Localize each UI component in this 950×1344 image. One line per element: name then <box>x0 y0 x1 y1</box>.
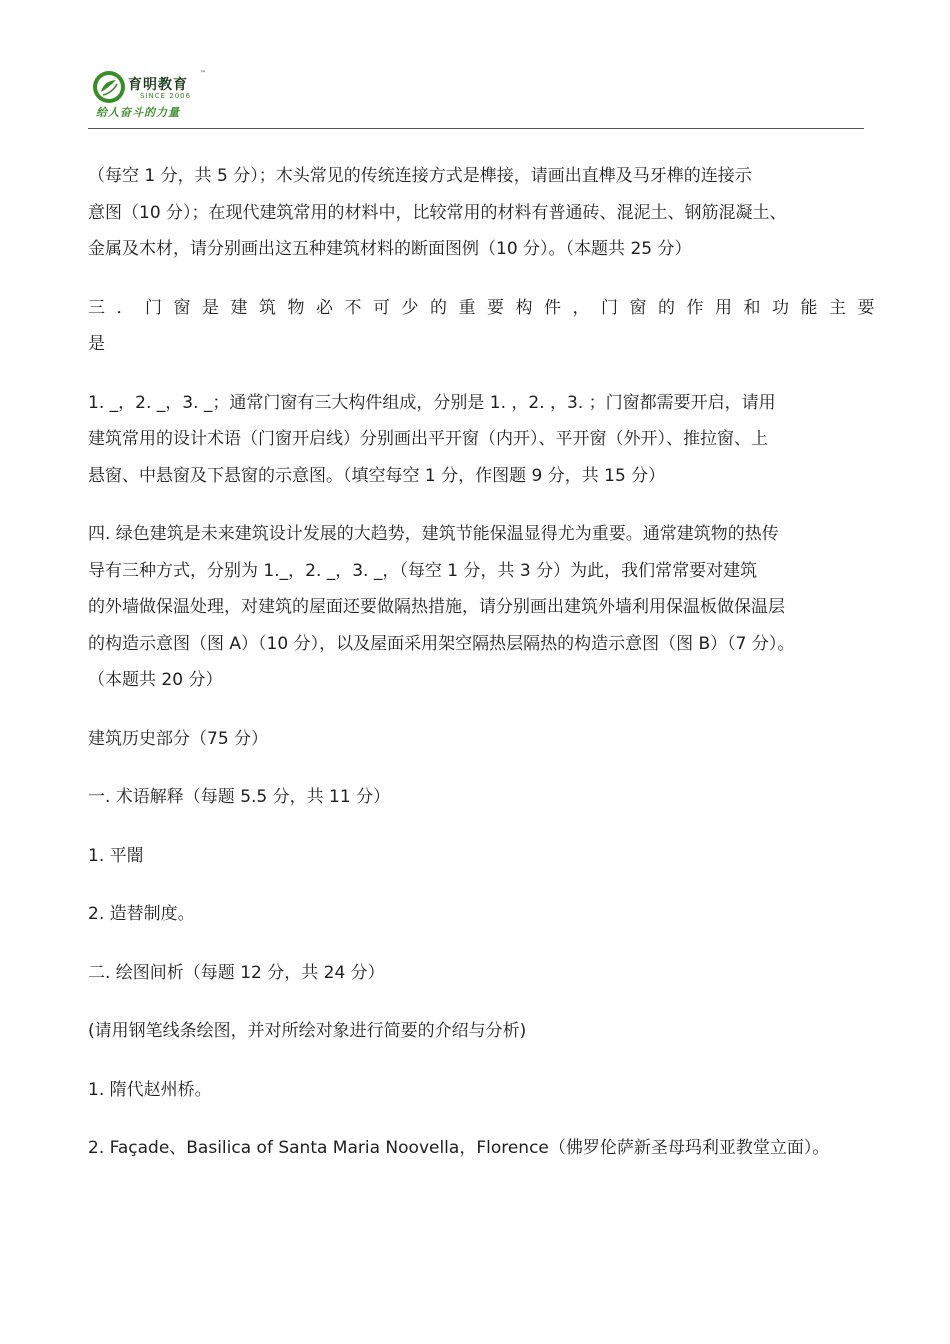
paragraph-question-four <box>88 516 864 699</box>
text-line: 2. 造替制度。 <box>88 904 195 924</box>
text-line: （每空 1 分，共 5 分）；木头常见的传统连接方式是榫接，请画出直榫及马牙榫的连接示 <box>88 166 752 186</box>
page-header <box>88 66 864 129</box>
logo <box>88 66 268 122</box>
text-line: 1. _，2. _，3. _；通常门窗有三大构件组成，分别是 1. ，2. ，3. ；门窗都需要开启，请用 <box>88 392 776 413</box>
text-line: 是 <box>88 334 105 354</box>
text-line: 悬窗、中悬窗及下悬窗的示意图。（填空每空 1 分，作图题 9 分，共 15 分） <box>88 465 666 486</box>
paragraph-material-question <box>88 158 864 268</box>
term-item-1 <box>88 838 864 875</box>
drawing-item-2 <box>88 1130 864 1167</box>
slogan: 给人奋斗的力量 <box>96 106 180 119</box>
text-line: 导有三种方式，分别为 1._，2. _，3. _，（每空 1 分，共 3 分）为此，我们常常要对建筑 <box>88 560 758 581</box>
text-line: 1. 隋代赵州桥。 <box>88 1079 212 1100</box>
drawing-instruction <box>88 1013 864 1050</box>
text-line: 四. 绿色建筑是未来建筑设计发展的大趋势，建筑节能保温显得尤为重要。通常建筑物的热传 <box>88 524 779 544</box>
subsection-drawing <box>88 955 864 992</box>
drawing-item-1 <box>88 1072 864 1109</box>
text-line: 1. 平闇 <box>88 845 144 866</box>
text-line: （本题共 20 分） <box>88 670 223 690</box>
paragraph-question-three <box>88 290 886 363</box>
text-line: 的外墙做保温处理，对建筑的屋面还要做隔热措施，请分别画出建筑外墙利用保温板做保温层 <box>88 597 785 617</box>
text-line: 三．门窗是建筑物必不可少的重要构件，门窗的作用和功能主要 <box>88 297 886 318</box>
text-line: 二. 绘图间析（每题 12 分，共 24 分） <box>88 962 385 983</box>
text-line: 2. Façade、Basilica of Santa Maria Noovella，Florence（佛罗伦萨新圣母玛利亚教堂立面）。 <box>88 1138 830 1158</box>
document-body <box>88 158 886 1189</box>
laurel-logo-icon <box>92 70 126 104</box>
since-text: SINCE 2006 <box>140 92 192 100</box>
section-heading-history <box>88 721 864 758</box>
paragraph-window-components <box>88 385 864 495</box>
brand-name: 育明教育 <box>128 77 188 93</box>
text-line: 金属及木材，请分别画出这五种建筑材料的断面图例（10 分）。（本题共 25 分） <box>88 239 692 259</box>
text-line: (请用钢笔线条绘图，并对所绘对象进行简要的介绍与分析) <box>88 1021 527 1041</box>
term-item-2 <box>88 896 864 933</box>
text-line: 的构造示意图（图 A）（10 分），以及屋面采用架空隔热层隔热的构造示意图（图 B）（7 分）。 <box>88 633 795 654</box>
trademark-mark: ™ <box>200 70 206 77</box>
text-line: 一. 术语解释（每题 5.5 分，共 11 分） <box>88 787 391 807</box>
text-line: 意图（10 分）；在现代建筑常用的材料中，比较常用的材料有普通砖、混泥土、钢筋混凝土、 <box>88 202 787 223</box>
text-line: 建筑常用的设计术语（门窗开启线）分别画出平开窗（内开）、平开窗（外开）、推拉窗、上 <box>88 429 768 449</box>
subsection-terms <box>88 779 864 816</box>
text-line: 建筑历史部分（75 分） <box>88 728 269 749</box>
